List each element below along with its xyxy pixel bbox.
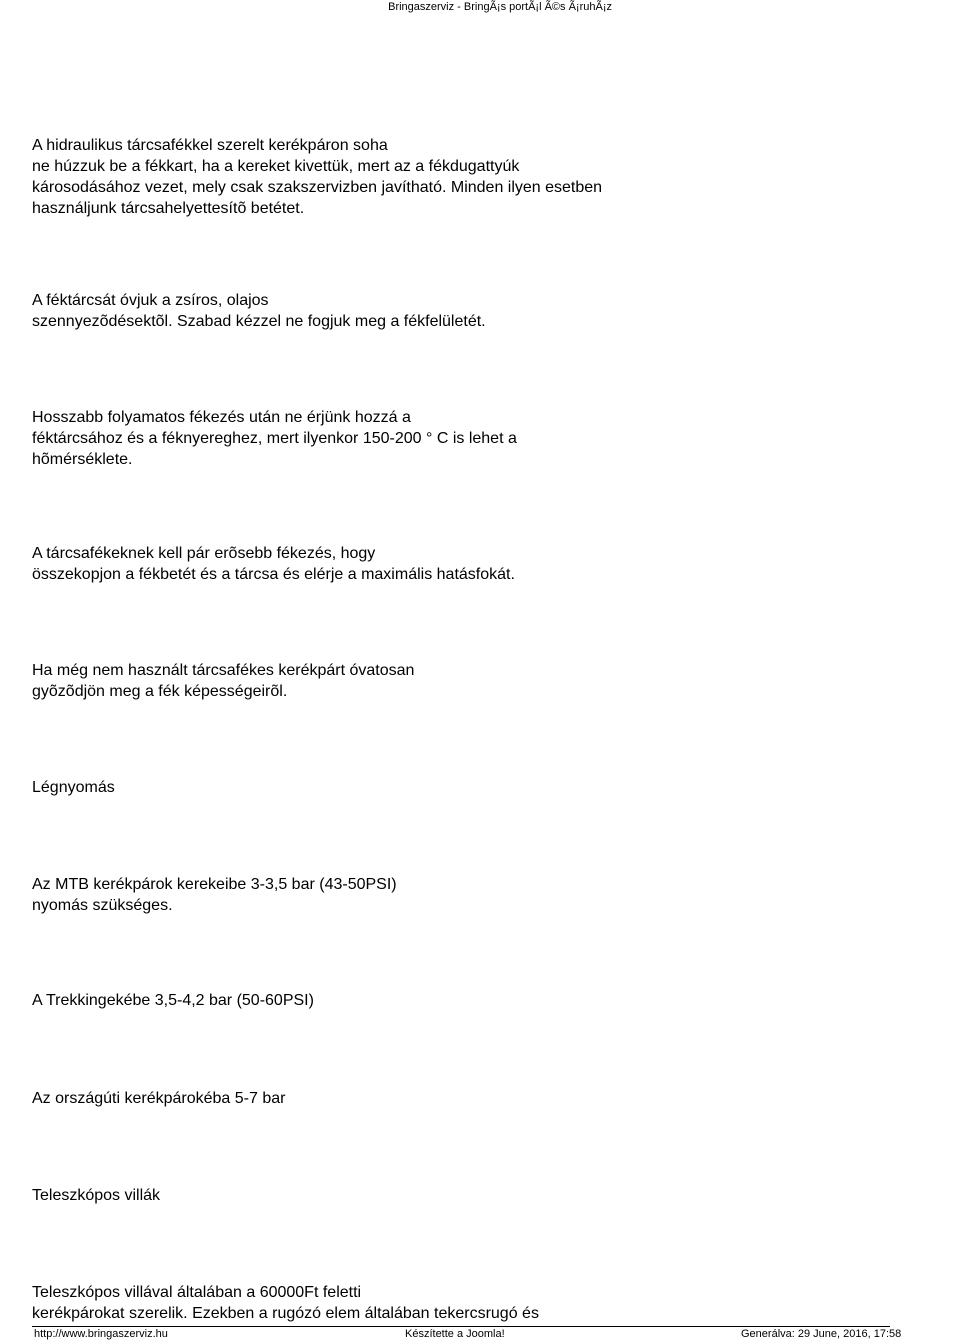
footer-generated-date: Generálva: 29 June, 2016, 17:58	[741, 1328, 902, 1340]
text-line: A féktárcsát óvjuk a zsíros, olajos	[32, 292, 269, 309]
text-line: szennyezõdésektõl. Szabad kézzel ne fogjuk meg a fékfelületét.	[32, 313, 486, 330]
paragraph-new-brake-test	[32, 660, 414, 702]
footer-site-url[interactable]: http://www.bringaszerviz.hu	[34, 1328, 168, 1340]
text-line: Teleszkópos villával általában a 60000Ft feletti	[32, 1284, 362, 1301]
text-line: féktárcsához és a féknyereghez, mert ilyenkor 150-200 ° C is lehet a	[32, 430, 517, 447]
paragraph-disc-care	[32, 290, 486, 332]
text-line: A Trekkingekébe 3,5-4,2 bar (50-60PSI)	[32, 992, 314, 1009]
section-heading-suspension-forks	[32, 1185, 160, 1206]
text-line: Az MTB kerékpárok kerekeibe 3-3,5 bar (43-50PSI)	[32, 876, 397, 893]
text-line: A hidraulikus tárcsafékkel szerelt kerékpáron soha	[32, 137, 388, 154]
text-line: nyomás szükséges.	[32, 897, 173, 914]
text-line: Légnyomás	[32, 779, 115, 796]
paragraph-suspension-forks	[32, 1282, 539, 1324]
text-line: károsodásához vezet, mely csak szakszervizben javítható. Minden ilyen esetben	[32, 179, 603, 196]
paragraph-break-in	[32, 543, 515, 585]
text-line: A tárcsafékeknek kell pár erõsebb fékezés, hogy	[32, 545, 376, 562]
section-heading-tire-pressure	[32, 777, 115, 798]
text-line: ne húzzuk be a fékkart, ha a kereket kivettük, mert az a fékdugattyúk	[32, 158, 520, 175]
text-line: összekopjon a fékbetét és a tárcsa és elérje a maximális hatásfokát.	[32, 566, 515, 583]
paragraph-hydraulic-brake	[32, 135, 602, 219]
page-header-title: Bringaszerviz - BringÃ¡s portÃ¡l Ã©s Ã¡ruhÃ¡z	[388, 1, 612, 13]
footer-credit: Készítette a Joomla!	[405, 1328, 505, 1340]
text-line: Hosszabb folyamatos fékezés után ne érjünk hozzá a	[32, 409, 411, 426]
paragraph-mtb-pressure	[32, 874, 397, 916]
page-footer	[0, 1327, 960, 1341]
text-line: Ha még nem használt tárcsafékes kerékpárt óvatosan	[32, 662, 415, 679]
text-line: Az országúti kerékpárokéba 5-7 bar	[32, 1090, 286, 1107]
text-line: Teleszkópos villák	[32, 1187, 161, 1204]
paragraph-trekking-pressure	[32, 990, 314, 1011]
text-line: gyõzõdjön meg a fék képességeirõl.	[32, 683, 288, 700]
paragraph-road-pressure	[32, 1088, 285, 1109]
text-line: hõmérséklete.	[32, 451, 133, 468]
paragraph-heat-warning	[32, 407, 517, 470]
text-line: használjunk tárcsahelyettesítõ betétet.	[32, 200, 305, 217]
text-line: kerékpárokat szerelik. Ezekben a rugózó elem általában tekercsrugó és	[32, 1305, 539, 1322]
